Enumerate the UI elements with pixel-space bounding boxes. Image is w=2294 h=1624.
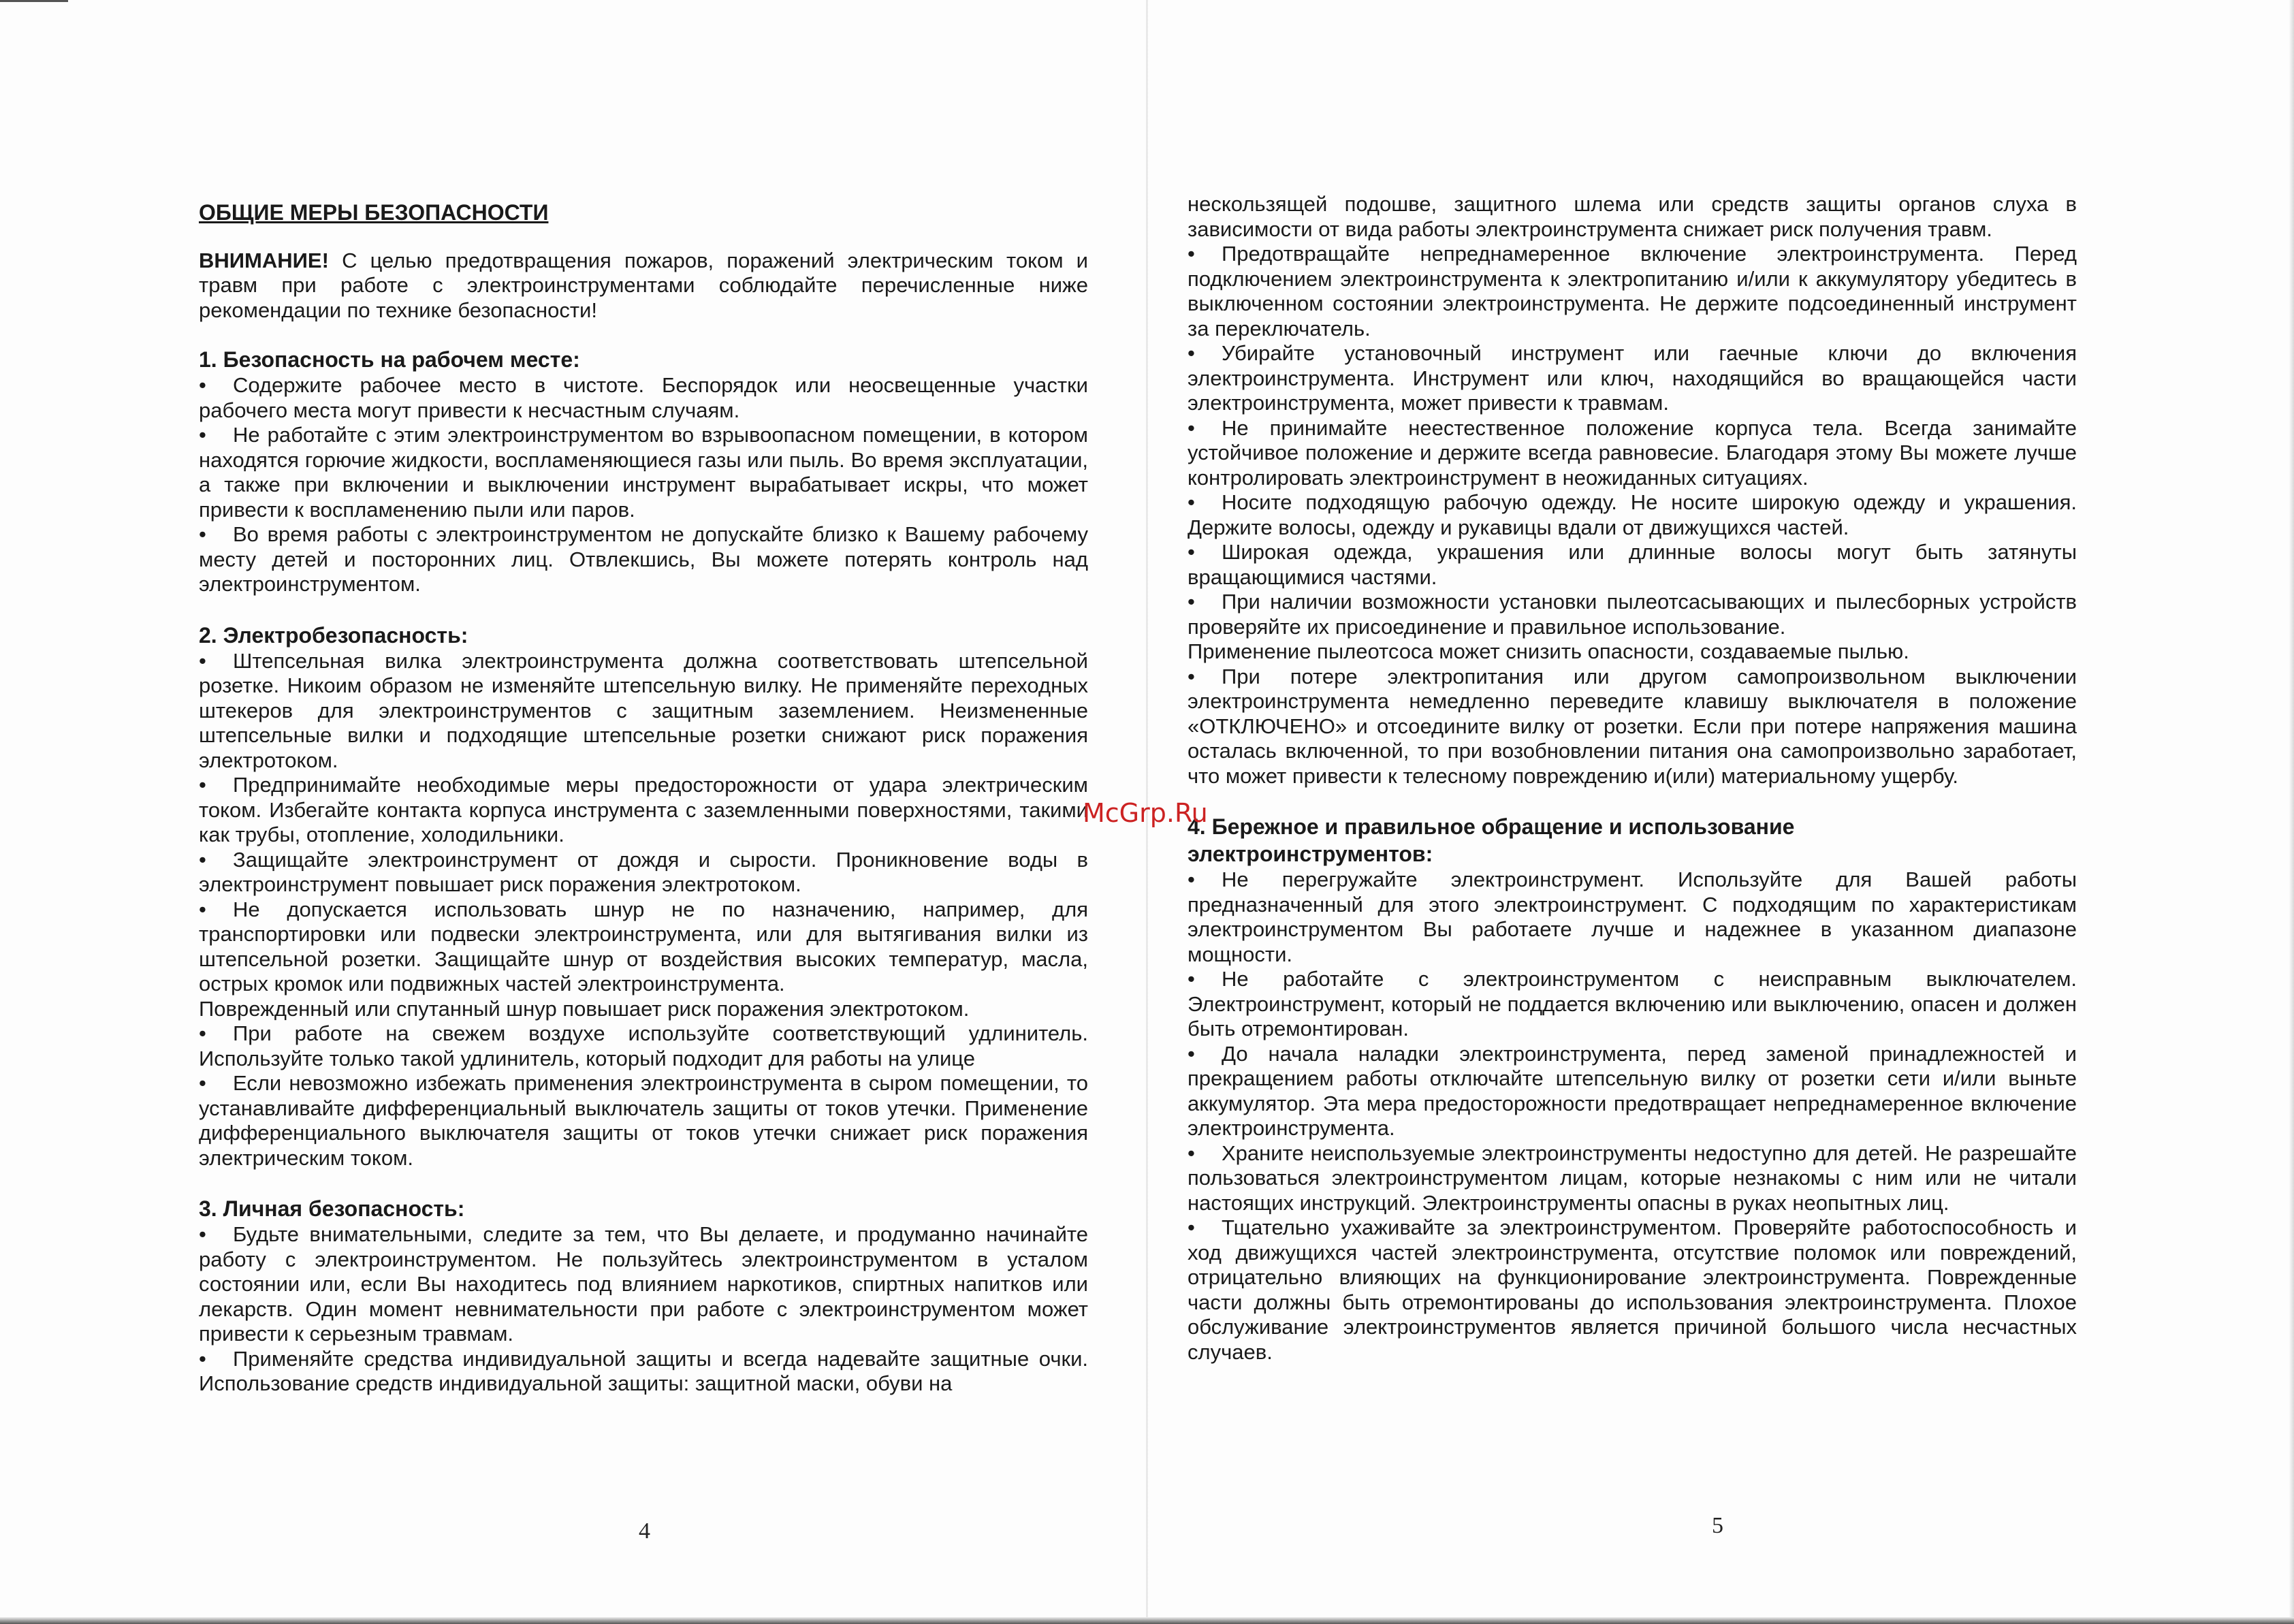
left-column [199,195,1088,1397]
right-page [1147,0,2294,1624]
list-item: • Во время работы с электроинструментом не допускайте близко к Вашему рабочему месту детей и посторонних лиц. Отвлекшись, Вы можете потерять контроль над электроинструментом. [199,522,1088,596]
list-item: • При наличии возможности установки пылеотсасывающих и пылесборных устройств проверяйте их присоединение и правильное использование. [1188,590,2077,639]
document-title: ОБЩИЕ МЕРЫ БЕЗОПАСНОСТИ [199,200,549,225]
continuation-paragraph: нескользящей подошве, защитного шлема или средств защиты органов слуха в зависимости от вида работы электроинструмента снижает риск получения травм. [1188,192,2077,241]
section-4-heading: 4. Бережное и правильное обращение и использование электроинструментов: [1188,814,1795,866]
right-column [1188,192,2077,1365]
list-item: • Штепсельная вилка электроинструмента должна соответствовать штепсельной розетке. Никоим образом не изменяйте штепсельную вилку. Не применяйте переходных штекеров для электроинструментов с защитным заземлением. Неизмененные штепсельные вилки и подходящие штепсельные розетки снижают риск поражения электротоком. [199,648,1088,772]
list-item: • До начала наладки электроинструмента, перед заменой принадлежностей и прекращением работы отключайте штепсельную вилку от розетки сети и/или выньте аккумулятор. Эта мера предосторожности предотвращает непреднамеренное включение электроинструмента. [1188,1041,2077,1140]
watermark-text: McGrp.Ru [1083,798,1208,828]
plain-paragraph: Поврежденный или спутанный шнур повышает риск поражения электротоком. [199,996,970,1021]
section-3-heading: 3. Личная безопасность: [199,1196,465,1221]
list-item: • Убирайте установочный инструмент или гаечные ключи до включения электроинструмента. Инструмент или ключ, находящийся во вращающейся части электроинструмента, может привести к травмам. [1188,341,2077,415]
list-item: • При потере электропитания или другом самопроизвольном выключении электроинструмента немедленно переведите клавишу выключателя в положение «ОТКЛЮЧЕНО» и отсоедините вилку от розетки. Если при потере напряжения машина осталась включенной, то при возобновлении питания она самопроизвольно заработает, что может привести к телесному повреждению и(или) материальному ущербу. [1188,664,2077,788]
list-item: • Содержите рабочее место в чистоте. Беспорядок или неосвещенные участки рабочего места могут привести к несчастным случаям. [199,373,1088,422]
intro-warning-label: ВНИМАНИЕ! [199,248,329,272]
list-item: • Не допускается использовать шнур не по назначению, например, для транспортировки или подвески электроинструмента, или для вытягивания вилки из штепсельной розетки. Защищайте шнур от воздействия высоких температур, масла, острых кромок или подвижных частей электроинструмента. [199,897,1088,996]
list-item: • Защищайте электроинструмент от дождя и сырости. Проникновение воды в электроинструмент повышает риск поражения электротоком. [199,847,1088,896]
section-1-heading: 1. Безопасность на рабочем месте: [199,347,580,372]
page-number-left: 4 [639,1518,650,1544]
list-item: • Не перегружайте электроинструмент. Используйте для Вашей работы предназначенный для этого электроинструмент. С подходящим по характеристикам электроинструментом Вы работаете лучше и надежнее в указанном диапазоне мощности. [1188,867,2077,966]
list-item: • При работе на свежем воздухе используйте соответствующий удлинитель. Используйте только такой удлинитель, который подходит для работы на улице [199,1021,1088,1070]
list-item: • Тщательно ухаживайте за электроинструментом. Проверяйте работоспособность и ход движущихся частей электроинструмента, отсутствие поломок или повреждений, отрицательно влияющих на функционирование электроинструмента. Поврежденные части должны быть отремонтированы до использования электроинструмента. Плохое обслуживание электроинструментов является причиной большого числа несчастных случаев. [1188,1215,2077,1364]
list-item: • Широкая одежда, украшения или длинные волосы могут быть затянуты вращающимися частями. [1188,540,2077,589]
list-item: • Храните неиспользуемые электроинструменты недоступно для детей. Не разрешайте пользоваться электроинструментом лицам, которые незнакомы с ним или не читали настоящих инструкций. Электроинструменты опасны в руках неопытных лиц. [1188,1141,2077,1215]
list-item: • Не принимайте неестественное положение корпуса тела. Всегда занимайте устойчивое положение и держите всегда равновесие. Благодаря этому Вы можете лучше контролировать электроинструмент в неожиданных ситуациях. [1188,415,2077,490]
intro-text: С целью предотвращения пожаров, поражений электрическим током и травм при работе с электроинструментами соблюдайте перечисленные ниже рекомендации по технике безопасности! [199,248,1088,322]
list-item: • Предпринимайте необходимые меры предосторожности от удара электрическим током. Избегайте контакта корпуса инструмента с заземленными поверхностями, такими как трубы, отопление, холодильники. [199,773,1088,846]
list-item: • Предотвращайте непреднамеренное включение электроинструмента. Перед подключением электроинструмента к электропитанию и/или к аккумулятору убедитесь в выключенном состоянии электроинструмента. Не держите подсоединенный инструмент за переключатель. [1188,242,2077,340]
scan-right-edge [2289,0,2294,1624]
list-item: • Будьте внимательными, следите за тем, что Вы делаете, и продуманно начинайте работу с электроинструментом. Не пользуйтесь электроинструментом в усталом состоянии или, если Вы находитесь под влиянием наркотиков, спиртных напитков или лекарств. Один момент невнимательности при работе с электроинструментом может привести к серьезным травмам. [199,1222,1088,1346]
intro-paragraph [199,249,1088,323]
list-item: • Не работайте с этим электроинструментом во взрывоопасном помещении, в котором находятся горючие жидкости, воспламеняющиеся газы или пыль. Во время эксплуатации, а также при включении и выключении инструмент вырабатывает искры, что может привести к воспламенению пыли или паров. [199,423,1088,522]
list-item: • Применяйте средства индивидуальной защиты и всегда надевайте защитные очки. Использование средств индивидуальной защиты: защитной маски, обуви на [199,1346,1088,1395]
plain-paragraph: Применение пылеотсоса может снизить опасности, создаваемые пылью. [1188,639,1909,663]
list-item: • Не работайте с электроинструментом с неисправным выключателем. Электроинструмент, который не поддается включению или выключению, опасен и должен быть отремонтирован. [1188,967,2077,1040]
list-item: • Если невозможно избежать применения электроинструмента в сыром помещении, то устанавливайте дифференциальный выключатель защиты от токов утечки. Применение дифференциального выключателя защиты от токов утечки снижает риск поражения электрическим током. [199,1071,1088,1170]
page-number-right: 5 [1712,1513,1723,1538]
list-item: • Носите подходящую рабочую одежду. Не носите широкую одежду и украшения. Держите волосы, одежду и рукавицы вдали от движущихся частей. [1188,490,2077,539]
section-2-heading: 2. Электробезопасность: [199,622,468,648]
scan-bottom-edge [0,1617,2294,1624]
